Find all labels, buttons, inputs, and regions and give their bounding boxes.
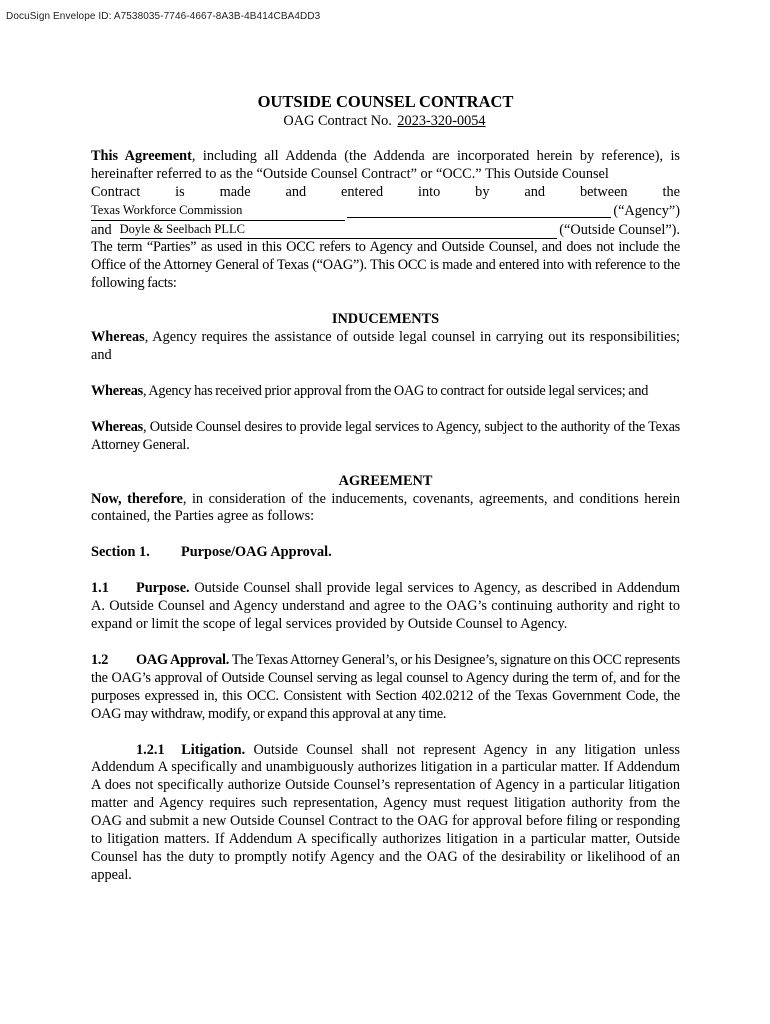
agreement-bold-lead: Now, therefore (91, 490, 183, 507)
section-1-2-1-title: Litigation. (181, 741, 246, 758)
whereas-text: , Outside Counsel desires to provide legal services to Agency, subject to the authority of the Texas Attorney General. (91, 418, 680, 453)
intro-word: by (475, 183, 490, 200)
counsel-suffix: (“Outside Counsel”). (559, 221, 680, 238)
section-1-1 (91, 580, 680, 634)
agency-blank-line (347, 217, 611, 218)
section-1-2 (91, 652, 680, 724)
section-1-2-title: OAG Approval. (136, 651, 230, 668)
section-1-2-text: The Texas Attorney General’s, or his Designee’s, signature on this OCC represents the OAG’s approval of Outside Counsel serving as legal counsel to Agency during the term of, and for the purposes expressed in, this OCC. Consistent with Section 402.0212 of the Texas Government Code, the OAG may withdraw, modify, or expand this approval at any time. (91, 651, 680, 722)
counsel-line (91, 221, 680, 240)
section-1-heading (91, 544, 680, 562)
whereas-text: , Agency has received prior approval from the OAG to contract for outside legal services; and (143, 382, 649, 399)
section-1-1-text: Outside Counsel shall provide legal services to Agency, as described in Addendum A. Outside Counsel and Agency understand and agree to the OAG’s continuing authority and right to expand or limit the scope of legal services provided by Outside Counsel to Agency. (91, 580, 680, 633)
whereas-paragraph (91, 419, 680, 455)
intro-word: between (579, 183, 628, 200)
whereas-word: Whereas (91, 382, 143, 399)
docusign-envelope-id: DocuSign Envelope ID: A7538035-7746-4667-8A3B-4B414CBA4DD3 (6, 11, 321, 22)
counsel-name-field: Doyle & Seelbach PLLC (120, 221, 558, 240)
intro-text: , including all Addenda (the Addenda are incorporated herein by reference), is hereinafter referred to as the “Outside Counsel Contract” or “OCC.” This Outside Counsel (91, 147, 680, 182)
section-1-label: Section 1. (91, 544, 150, 561)
intro-word: the (662, 183, 680, 200)
contract-page (91, 92, 680, 885)
section-1-2-1-number: 1.2.1 (136, 741, 165, 758)
section-1-2-1-text: Outside Counsel shall not represent Agency in any litigation unless Addendum A specifically and unambiguously authorizes litigation in a particular matter. If Addendum A does not specifically authorize Outside Counsel’s representation of Agency in a particular litigation matter and Agency requires such representation, Agency must request litigation authority from the OAG and submit a new Outside Counsel Contract to the OAG for approval before filing or responding to litigation matters. If Addendum A specifically authorizes litigation in a particular matter, Outside Counsel has the duty to promptly notify Agency and the OAG of the desirability or likelihood of an appeal. (91, 741, 680, 883)
section-1-2-1 (91, 742, 680, 885)
section-1-1-title: Purpose. (136, 580, 190, 597)
intro-justified-line (91, 184, 680, 202)
agreement-text: , in consideration of the inducements, covenants, agreements, and conditions herein contained, the Parties agree as follows: (91, 490, 680, 525)
section-1-title: Purpose/OAG Approval. (181, 544, 332, 561)
and-word: and (91, 221, 112, 238)
contract-number-line (91, 113, 680, 131)
inducements-heading: INDUCEMENTS (331, 311, 440, 328)
intro-bold-lead: This Agreement (91, 147, 192, 164)
whereas-word: Whereas (91, 418, 143, 435)
contract-number: 2023-320-0054 (397, 113, 486, 129)
agency-name-field: Texas Workforce Commission (91, 202, 345, 221)
agency-line (91, 202, 680, 221)
intro-word: and (524, 183, 546, 200)
intro-word: is (175, 183, 185, 200)
document-title: OUTSIDE COUNSEL CONTRACT (257, 92, 514, 111)
contract-number-label: OAG Contract No. (283, 113, 392, 129)
intro-word: Contract (91, 183, 141, 200)
whereas-word: Whereas (91, 329, 145, 346)
agency-suffix: (“Agency”) (613, 202, 680, 219)
intro-word: into (418, 183, 441, 200)
intro-word: entered (341, 183, 384, 200)
section-1-2-number: 1.2 (91, 651, 109, 668)
agreement-heading: AGREEMENT (338, 472, 433, 489)
agreement-paragraph (91, 491, 680, 527)
intro-text-2: The term “Parties” as used in this OCC refers to Agency and Outside Counsel, and does not include the Office of the Attorney General of Texas (“OAG”). This OCC is made and entered into with reference to the following facts: (91, 239, 680, 292)
intro-word: and (285, 183, 307, 200)
intro-word: made (219, 183, 251, 200)
whereas-paragraph (91, 383, 680, 401)
whereas-text: , Agency requires the assistance of outside legal counsel in carrying out its responsibilities; and (91, 329, 680, 363)
intro-paragraph (91, 148, 680, 293)
section-1-1-number: 1.1 (91, 580, 109, 597)
whereas-paragraph (91, 329, 680, 365)
